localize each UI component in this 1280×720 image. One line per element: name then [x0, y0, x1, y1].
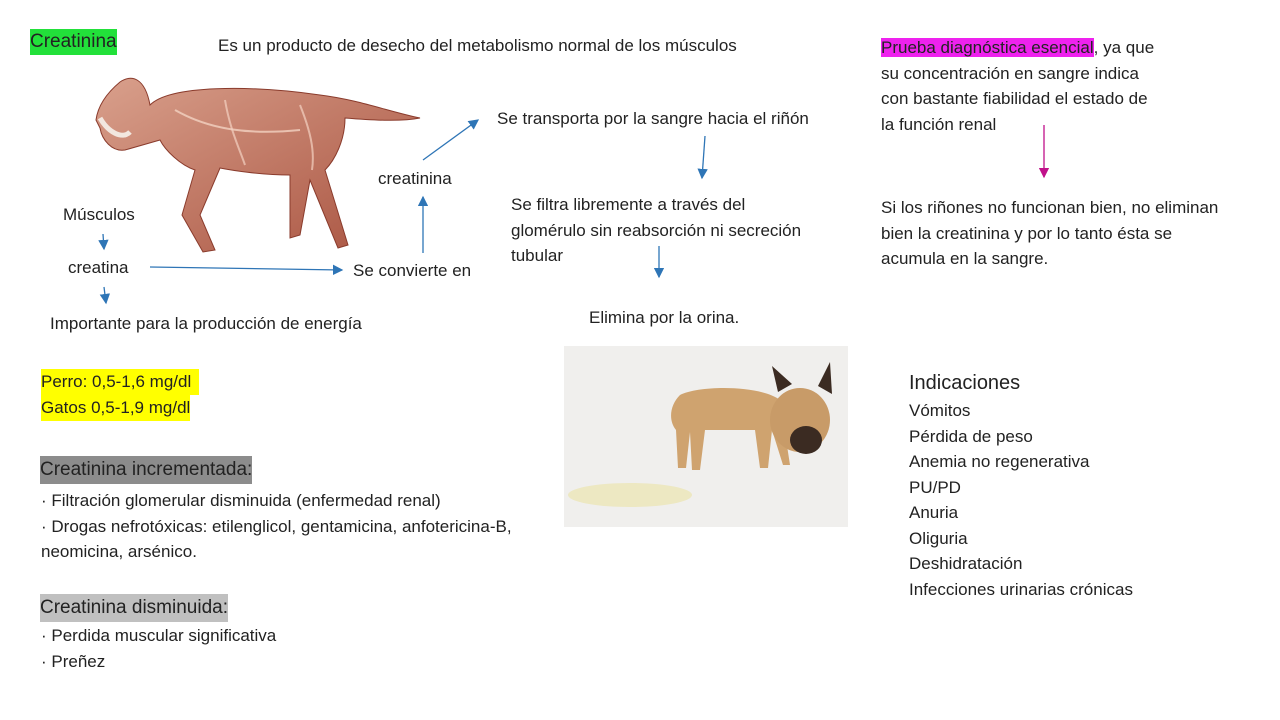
indicaciones-item: Vómitos [909, 401, 971, 420]
indicaciones-item: Anuria [909, 503, 959, 522]
disminuida-list [41, 623, 276, 674]
kidney-fail-text [881, 195, 1218, 272]
indicaciones-item: Anemia no regenerativa [909, 452, 1090, 471]
disminuida-item-1: · Perdida muscular significativa [41, 626, 277, 645]
arrow-creatinina-transporta [423, 120, 478, 160]
disminuida-title: Creatinina disminuida: [40, 594, 228, 622]
indicaciones-item: Infecciones urinarias crónicas [909, 579, 1133, 599]
arrow-creatina-energia [104, 287, 106, 303]
diagnostic-rest: , ya que [1093, 38, 1155, 57]
diagnostic-line-3: con bastante fiabilidad el estado de [881, 89, 1148, 108]
reference-perro: Perro: 0,5-1,6 mg/dl [41, 369, 199, 395]
filtra-line-1: Se filtra libremente a través del [511, 195, 746, 214]
definition-text: Es un producto de desecho del metabolismo normal de los músculos [218, 36, 737, 55]
kidney-line-2: bien la creatinina y por lo tanto ésta se [881, 223, 1173, 243]
arrow-transporta-filtra [702, 136, 705, 178]
diagnostic-line-4: la función renal [881, 114, 997, 134]
incrementada-item-2a: · Drogas nefrotóxicas: etilenglicol, gentamicina, anfotericina-B, [41, 516, 512, 536]
kidney-line-1: Si los riñones no funcionan bien, no eliminan [881, 198, 1219, 217]
node-energia: Importante para la producción de energía [50, 314, 362, 333]
page-title: Creatinina [30, 29, 117, 55]
incrementada-list [41, 488, 512, 565]
indicaciones-item: PU/PD [909, 477, 961, 497]
filtra-line-3: tubular [511, 246, 563, 265]
indicaciones-item: Deshidratación [909, 554, 1023, 573]
incrementada-title: Creatinina incrementada: [40, 456, 252, 484]
indicaciones-list [909, 398, 1133, 602]
kidney-line-3: acumula en la sangre. [881, 249, 1049, 268]
reference-gatos: Gatos 0,5-1,9 mg/dl [41, 395, 190, 421]
node-creatina: creatina [68, 258, 129, 277]
indicaciones-item: Pérdida de peso [909, 426, 1033, 446]
filtra-line-2: glomérulo sin reabsorción ni secreción [511, 220, 802, 240]
node-filtra [511, 192, 801, 269]
node-elimina: Elimina por la orina. [589, 308, 740, 327]
indicaciones-item: Oliguria [909, 528, 968, 548]
arrow-creatina-convierte [150, 267, 342, 270]
muscle-dog-illustration [96, 78, 420, 252]
diagnostic-text [881, 35, 1154, 137]
bulldog-photo [564, 346, 848, 527]
node-musculos: Músculos [63, 205, 135, 224]
indicaciones-title: Indicaciones [909, 372, 1021, 394]
diagnostic-line-2: su concentración en sangre indica [881, 63, 1139, 83]
node-creatinina: creatinina [378, 169, 452, 188]
node-se-convierte: Se convierte en [353, 261, 472, 280]
node-transporta: Se transporta por la sangre hacia el riñón [497, 109, 809, 128]
incrementada-item-2b: neomicina, arsénico. [41, 542, 197, 561]
incrementada-item-1: · Filtración glomerular disminuida (enfermedad renal) [41, 491, 441, 510]
diagnostic-highlight: Prueba diagnóstica esencial [881, 38, 1094, 57]
arrow-musculos-creatina [103, 234, 104, 249]
disminuida-item-2: · Preñez [41, 651, 106, 671]
